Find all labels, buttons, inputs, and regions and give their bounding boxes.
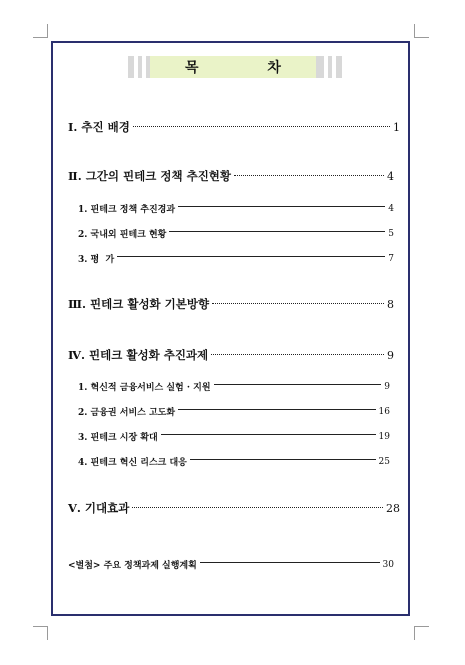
toc-label: 2. 국내외 핀테크 현황 [78, 230, 167, 240]
toc-label: 2. 금융권 서비스 고도화 [78, 408, 176, 418]
toc-entry-2-2[interactable] [78, 227, 394, 240]
toc-page-number: 9 [384, 381, 390, 392]
toc-label: Ⅳ. 핀테크 활성화 추진과제 [68, 348, 209, 362]
toc-page-number: 5 [388, 228, 394, 239]
toc-label: 3. 핀테크 시장 확대 [78, 433, 158, 443]
toc-label: 3. 평 가 [78, 255, 115, 265]
line-leader [161, 434, 376, 435]
toc-entry-4-4[interactable] [78, 455, 390, 468]
toc-label: 4. 핀테크 혁신 리스크 대응 [78, 458, 187, 468]
crop-mark-top-right-h [415, 37, 429, 38]
line-leader [214, 384, 382, 385]
crop-mark-top-left-h [33, 37, 47, 38]
toc-entry-section-5[interactable] [68, 500, 400, 516]
toc-entry-4-1[interactable] [78, 380, 390, 393]
toc-entry-section-4[interactable] [68, 347, 394, 363]
crop-mark-bottom-right [414, 626, 415, 640]
toc-label: Ⅲ. 핀테크 활성화 기본방향 [68, 297, 210, 311]
toc-entry-section-3[interactable] [68, 296, 394, 312]
dot-leader [234, 175, 384, 176]
dot-leader [211, 354, 384, 355]
toc-entry-4-3[interactable] [78, 430, 390, 443]
toc-page-number: 16 [378, 406, 390, 417]
toc-entry-section-1[interactable] [68, 119, 400, 135]
crop-mark-top-left [47, 24, 48, 38]
line-leader [178, 409, 376, 410]
toc-entry-appendix[interactable] [68, 558, 394, 571]
crop-mark-bottom-right-h [415, 626, 429, 627]
toc-label: <별첨> 주요 정책과제 실행계획 [68, 561, 197, 571]
dot-leader [132, 507, 383, 508]
toc-page-number: 4 [387, 169, 394, 183]
toc-entry-4-2[interactable] [78, 405, 390, 418]
line-leader [178, 206, 385, 207]
toc-label: 1. 혁신적 금융서비스 실험 · 지원 [78, 383, 211, 393]
line-leader [200, 562, 380, 563]
line-leader [169, 231, 385, 232]
toc-page-number: 4 [388, 203, 394, 214]
dot-leader [133, 126, 390, 127]
toc-page-number: 25 [378, 456, 390, 467]
page-title: 목 차 [185, 60, 313, 76]
crop-mark-bottom-left-h [33, 626, 47, 627]
toc-page-number: 7 [388, 253, 394, 264]
toc-page-number: 8 [387, 297, 394, 311]
toc-label: 1. 핀테크 정책 추진경과 [78, 205, 176, 215]
crop-mark-bottom-left [47, 626, 48, 640]
toc-page-number: 1 [393, 120, 400, 134]
toc-entry-2-3[interactable] [78, 252, 394, 265]
toc-entry-2-1[interactable] [78, 202, 394, 215]
crop-mark-top-right [414, 24, 415, 38]
toc-label: Ⅱ. 그간의 핀테크 정책 추진현황 [68, 169, 232, 183]
toc-page-number: 9 [387, 348, 394, 362]
title-box [150, 56, 316, 78]
line-leader [117, 256, 385, 257]
line-leader [190, 459, 376, 460]
toc-entry-section-2[interactable] [68, 168, 394, 184]
toc-label: Ⅴ. 기대효과 [68, 501, 130, 515]
dot-leader [212, 303, 384, 304]
toc-page-number: 28 [386, 501, 400, 515]
toc-page-number: 19 [378, 431, 390, 442]
toc-page-number: 30 [382, 559, 394, 570]
toc-label: Ⅰ. 추진 배경 [68, 120, 130, 134]
